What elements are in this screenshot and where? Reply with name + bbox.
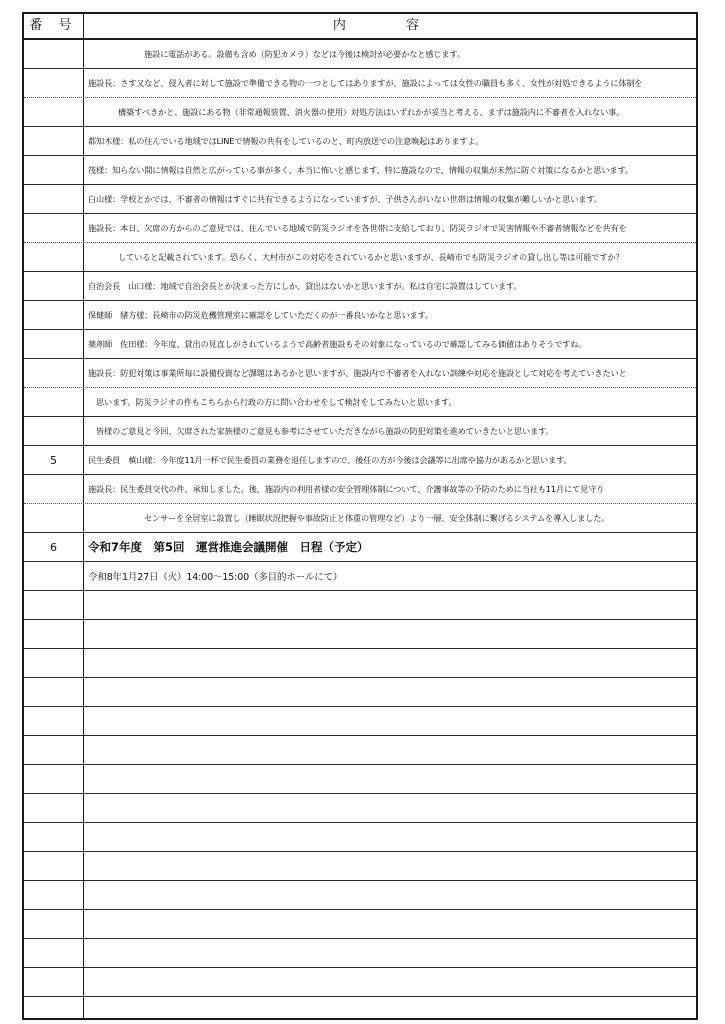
table-row (24, 69, 696, 98)
row-number (24, 562, 83, 590)
row-number (24, 301, 83, 329)
row-number (24, 214, 83, 242)
row-number (24, 40, 83, 68)
row-text: 施設長：さす又など、侵入者に対して施設で準備できる物の一つとしてはありますが、施設によっては女性の職員も多く、女性が対処できるように体制を (88, 77, 643, 88)
row-number (24, 359, 83, 387)
empty-row (24, 591, 696, 620)
table-row (24, 127, 696, 156)
row-text: 令和8年1月27日（火）14:00～15:00（多目的ホールにて） (88, 572, 343, 583)
table-row (24, 185, 696, 214)
row-text: 施設長：防犯対策は事業所毎に設備投資など課題はあるかと思いますが、施設内で不審者を入れない訓練や対応を施設として対応を考えていきたいと (88, 367, 627, 378)
empty-row (24, 765, 696, 794)
row-number (24, 185, 83, 213)
row-number: 6 (50, 540, 57, 554)
row-number (24, 156, 83, 184)
table-row (24, 446, 696, 475)
table-row (24, 156, 696, 185)
empty-row (24, 823, 696, 852)
empty-row (24, 968, 696, 997)
row-text: していると記載されています。恐らく、大村市がこの対応をされているかと思いますが、長崎市でも防災ラジオの貸し出し等は可能ですか？ (118, 251, 624, 262)
row-text: 施設長：民生委員交代の件、承知しました。後、施設内の利用者様の安全管理体制について、介護事故等の予防のために当社も11月にて見守り (88, 483, 605, 494)
table-row (24, 388, 696, 417)
row-number (24, 388, 83, 416)
row-text: 令和7年度 第5回 運営推進会議開催 日程（予定） (88, 540, 369, 554)
table-header (24, 14, 696, 40)
row-number (24, 330, 83, 358)
table-row (24, 40, 696, 69)
row-number (24, 127, 83, 155)
row-text: 白山様：学校とかでは、不審者の情報はすぐに共有できるようになっていますが、子供さんがいない世帯は情報の収集が難しいかと思います。 (88, 193, 602, 204)
row-number (24, 475, 83, 503)
row-number (24, 504, 83, 532)
content-column-header: 内 容 (332, 18, 448, 33)
table-row (24, 562, 696, 591)
row-text: 民生委員 槙山様：今年度11月一杯で民生委員の業務を退任しますので、後任の方が今後は会議等に出席や協力があるかと思います。 (88, 454, 572, 465)
empty-row (24, 620, 696, 649)
row-text: 自治会長 山口様：地域で自治会長とか決まった方にしか、貸出はないかと思いますが。私は自宅に設置はしています。 (88, 280, 522, 291)
row-text: 施設に電話がある。設備も含め（防犯カメラ）などは今後は検討が必要かなと感じます。 (144, 48, 465, 59)
minutes-sheet (22, 12, 698, 1020)
table-row (24, 359, 696, 388)
row-text: 保健師 緒方様：長崎市の防災危機管理室に確認をしていただくのが一番良いかなと思います。 (88, 309, 433, 320)
row-text: 筏様：知らない間に情報は自然と広がっている事が多く、本当に怖いと感じます、特に施設なので、情報の収集が未然に防ぐ対策になるかと思います。 (88, 164, 633, 175)
row-text: 皆様のご意見と今回、欠席された家族様のご意見も参考にさせていただきながら施設の防犯対策を進めていきたいと思います。 (96, 425, 554, 436)
row-number: 5 (50, 453, 57, 467)
row-number (24, 98, 83, 126)
row-text: 施設長：本日、欠席の方からのご意見では、住んでいる地域で防災ラジオを各世帯に支給しており、防災ラジオで災害情報や不審者情報などを共有を (88, 222, 627, 233)
table-row (24, 272, 696, 301)
table-row (24, 330, 696, 359)
table-row (24, 243, 696, 272)
empty-row (24, 736, 696, 765)
row-number (24, 272, 83, 300)
empty-row (24, 881, 696, 910)
empty-row (24, 707, 696, 736)
empty-row (24, 649, 696, 678)
table-row (24, 417, 696, 446)
row-text: 思います。防災ラジオの件もこちらから行政の方に問い合わせをして検討をしてみたいと思います。 (96, 396, 457, 407)
empty-row (24, 678, 696, 707)
empty-row (24, 910, 696, 939)
row-text: 都知木様：私の住んでいる地域ではLINEで情報の共有をしているのと、町内放送での注意喚起はありますよ。 (88, 135, 484, 146)
table-row (24, 214, 696, 243)
empty-row (24, 939, 696, 968)
row-number (24, 417, 83, 445)
row-number (24, 69, 83, 97)
row-number (24, 243, 83, 271)
empty-row (24, 852, 696, 881)
table-row (24, 504, 696, 533)
number-column-header: 番 号 (29, 18, 78, 33)
table-row (24, 301, 696, 330)
empty-row (24, 794, 696, 823)
row-text: センサーを全居室に設置し（睡眠状況把握や事故防止と体重の管理など）より一層、安全体制に繋げるシステムを導入しました。 (144, 512, 610, 523)
table-row (24, 98, 696, 127)
row-text: 構築すべきかと、施設にある物（非常通報装置、消火器の使用）対処方法はいずれかが妥当と考える、まずは施設内に不審者を入れない事。 (118, 106, 625, 117)
row-text: 薬剤師 佐田様：今年度、貸出の見直しがされているようで高齢者施設もその対象になっているので確認してみる価値はありそうですね。 (88, 338, 587, 349)
table-row (24, 533, 696, 562)
table-row (24, 475, 696, 504)
